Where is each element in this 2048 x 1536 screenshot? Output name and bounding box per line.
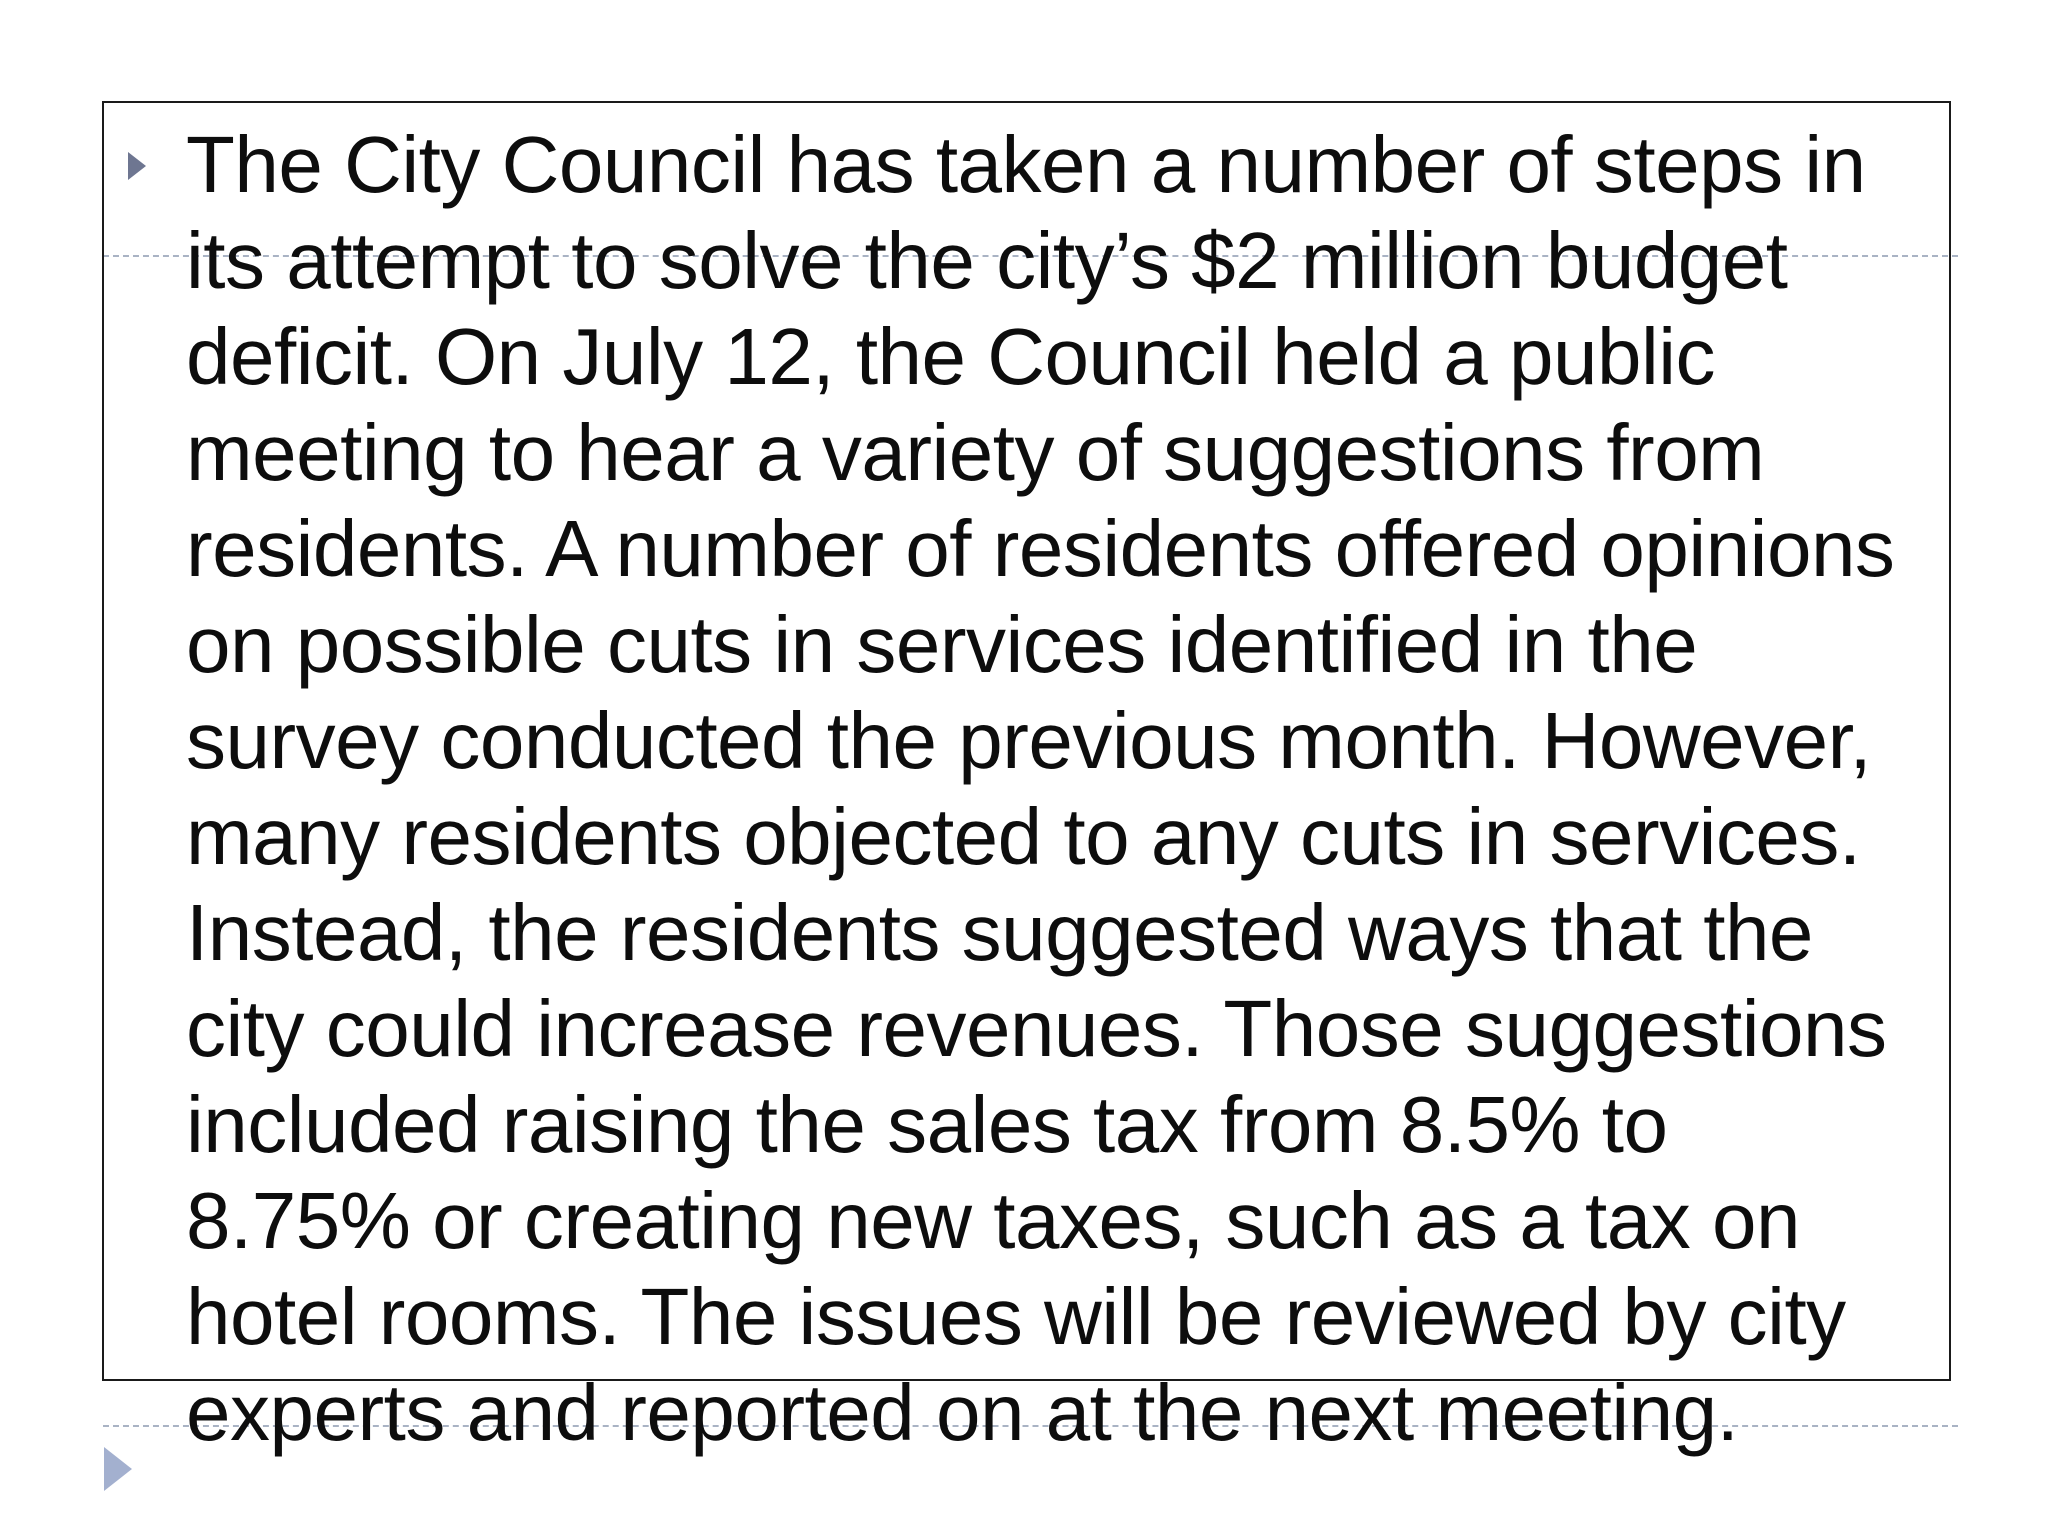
paragraph-line: on possible cuts in services identified in the (186, 600, 1698, 689)
body-paragraph (186, 117, 1946, 1461)
triangle-bullet-icon (128, 152, 146, 180)
next-arrow-icon[interactable] (104, 1447, 132, 1491)
paragraph-line: many residents objected to any cuts in services. (186, 792, 1861, 881)
paragraph-line: Instead, the residents suggested ways that the (186, 888, 1813, 977)
paragraph-line: included raising the sales tax from 8.5% to (186, 1080, 1668, 1169)
paragraph-line: city could increase revenues. Those suggestions (186, 984, 1887, 1073)
paragraph-line: meeting to hear a variety of suggestions from (186, 408, 1765, 497)
paragraph-line: survey conducted the previous month. However, (186, 696, 1872, 785)
paragraph-line: its attempt to solve the city’s $2 million budget (186, 216, 1788, 305)
paragraph-line: The City Council has taken a number of steps in (186, 120, 1866, 209)
paragraph-line: residents. A number of residents offered opinions (186, 504, 1895, 593)
paragraph-line: hotel rooms. The issues will be reviewed by city (186, 1272, 1846, 1361)
paragraph-line: 8.75% or creating new taxes, such as a tax on (186, 1176, 1800, 1265)
paragraph-line: deficit. On July 12, the Council held a public (186, 312, 1715, 401)
paragraph-line: experts and reported on at the next meeting. (186, 1368, 1739, 1457)
